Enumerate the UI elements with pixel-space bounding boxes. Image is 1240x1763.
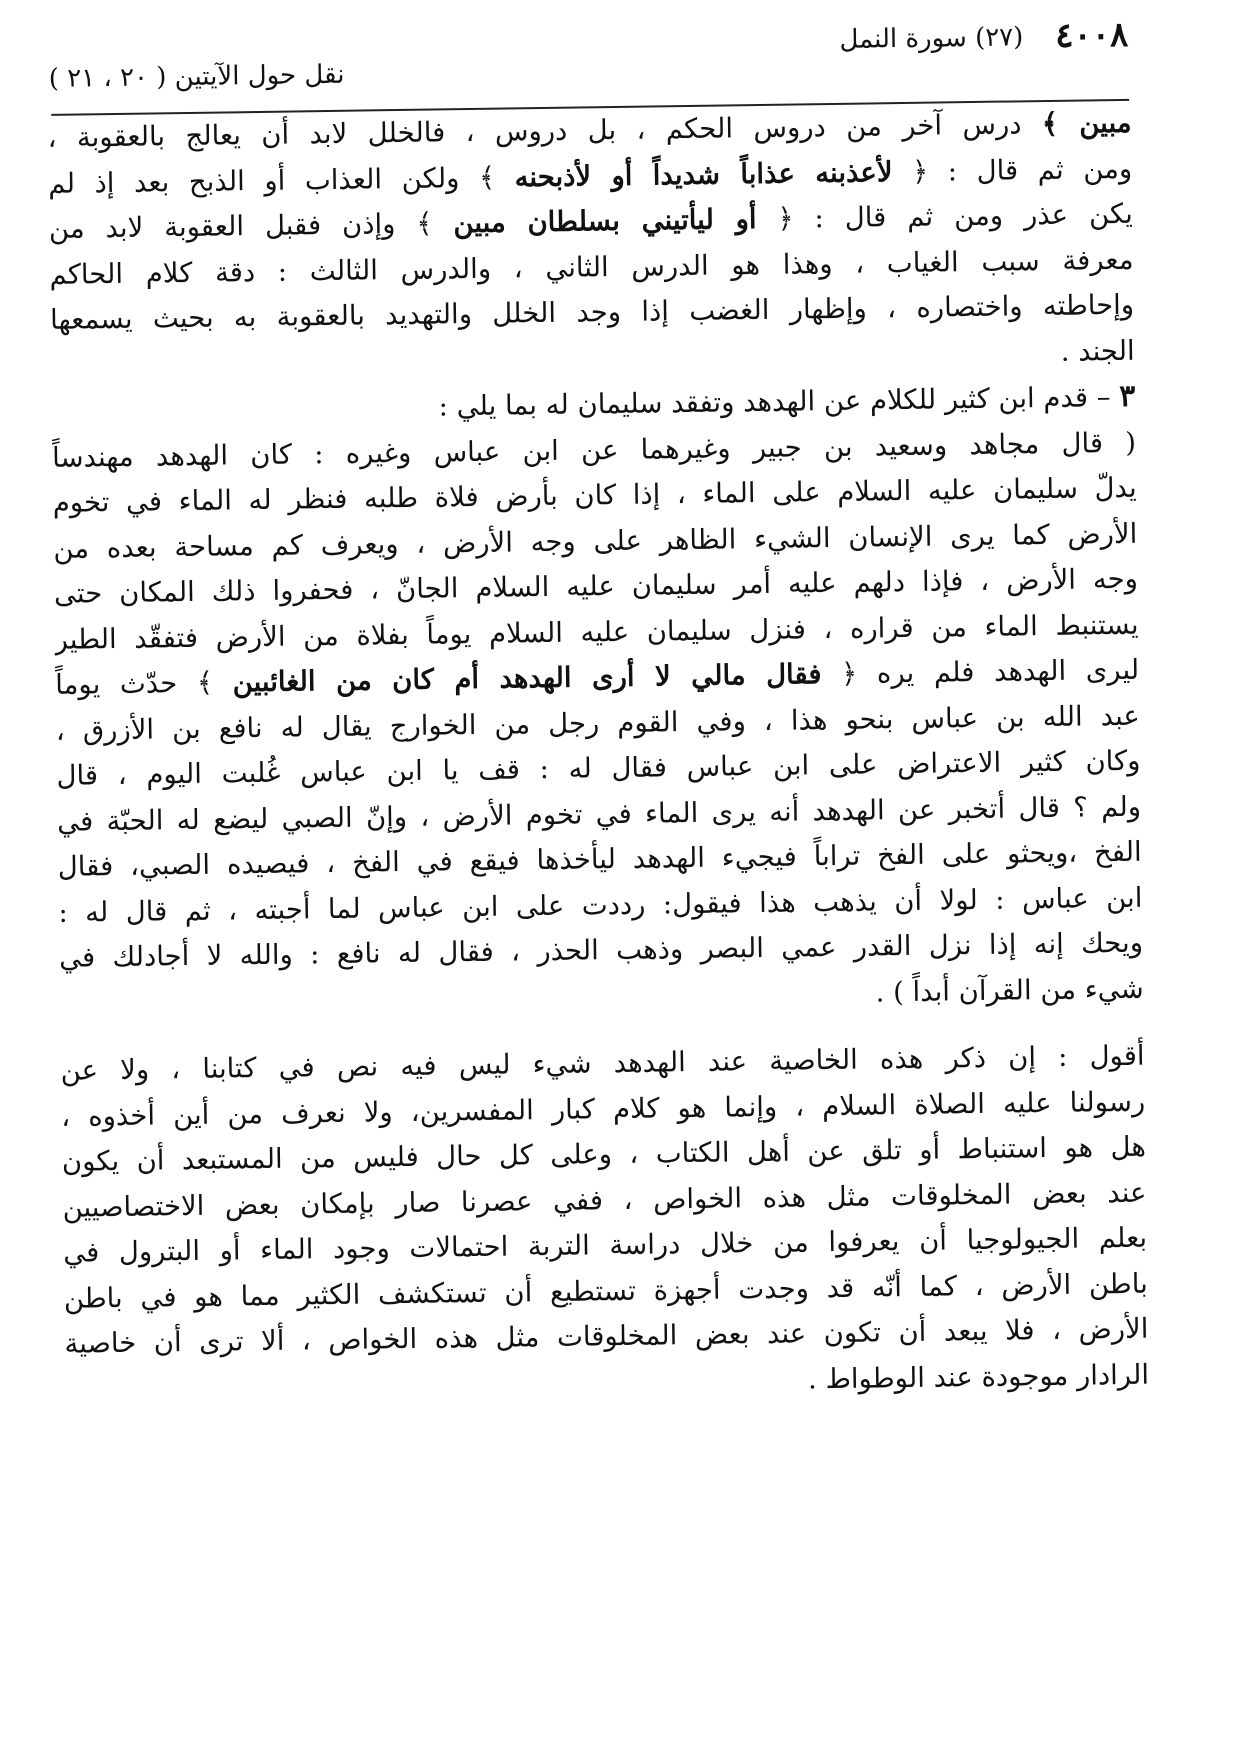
quran-fragment: مبين ﴾ xyxy=(1041,106,1132,141)
text-line: ولم ؟ قال أتخبر عن الهدهد أنه يرى الماء في تخوم الأرض ، وإنّ الصبي ليضع له الحبّة في xyxy=(56,790,1142,838)
point-number: ٣ xyxy=(1118,378,1136,414)
section-title: نقل حول الآيتين ( ٢٠ ، ٢١ ) xyxy=(48,59,345,94)
page-body xyxy=(47,101,1149,1413)
text-line: وإحاطته واختصاره ، وإظهار الغضب إذا وجد الخلل والتهديد بالعقوبة به بحيث يسمعها xyxy=(49,288,1135,336)
text-line: الرادار موجودة عند الوطواط . xyxy=(807,1358,1150,1395)
text-line: شيء من القرآن أبداً ) . xyxy=(875,972,1144,1008)
text-line: ابن عباس : لولا أن يذهب هذا فيقول: رددت على ابن عباس لما أجبته ، ثم قال له : xyxy=(58,881,1143,929)
line-text: ﴾ حدّث يوماً xyxy=(55,666,233,701)
text-line: عبد الله بن عباس بنحو هذا ، وفي القوم رجل من الخوارج يقال له نافع بن الأزرق ، xyxy=(55,699,1141,747)
text-line: وجه الأرض ، فإذا دلهم عليه أمر سليمان عليه السلام الجانّ ، فحفروا ذلك المكان حتى xyxy=(53,562,1139,610)
surah-title: (٢٧) سورة النمل xyxy=(839,22,1024,55)
text-line: الأرض ، فلا يبعد أن تكون عند بعض المخلوقات مثل هذه الخواص ، ألا ترى أن خاصية xyxy=(64,1312,1149,1360)
line-text: درس آخر من دروس الحكم ، بل دروس ، فالخلل لابد أن يعالج بالعقوبة ، xyxy=(47,108,1043,154)
author-comment xyxy=(60,1034,1149,1413)
line-text: يكن عذر ومن ثم قال : ﴿ xyxy=(756,197,1134,236)
quran-verse: أو ليأتيني بسلطان مبين xyxy=(453,203,757,240)
text-line: الجند . xyxy=(1060,334,1135,368)
text-line: ويحك إنه إذا نزل القدر عمي البصر وذهب الحذر ، فقال له نافع : والله لا أجادلك في xyxy=(58,926,1144,974)
text-line: بعلم الجيولوجيا أن يعرفوا من خلال دراسة التربة احتمالات وجود الماء أو البترول في xyxy=(62,1221,1148,1269)
line-text: ﴾ ولكن العذاب أو الذبح بعد إذ لم xyxy=(48,160,515,200)
line-text: – قدم ابن كثير للكلام عن الهدهد وتفقد سليمان له بما يلي : xyxy=(438,381,1111,423)
text-line: رسولنا عليه الصلاة السلام ، وإنما هو كلام كبار المفسرين، ولا نعرف من أين أخذوه ، xyxy=(61,1085,1146,1133)
quran-verse: فقال مالي لا أرى الهدهد أم كان من الغائبين xyxy=(232,658,822,699)
ibn-kathir-quote xyxy=(52,420,1144,1027)
paragraph-continuation xyxy=(47,101,1135,389)
text-line: معرفة سبب الغياب ، وهذا هو الدرس الثاني ، والدرس الثالث : دقة كلام الحاكم xyxy=(49,243,1134,291)
text-line: يدلّ سليمان عليه السلام على الماء ، إذا كان بأرض فلاة طلبه فنظر له الماء في تخوم xyxy=(52,471,1137,519)
page-header xyxy=(48,15,1129,100)
line-text: ﴾ وإذن فقبل العقوبة لابد من xyxy=(48,207,454,245)
text-line: أقول : إن ذكر هذه الخاصية عند الهدهد شيء ليس فيه نص في كتابنا ، ولا عن xyxy=(60,1039,1145,1087)
text-line: وكان كثير الاعتراض على ابن عباس فقال له : قف يا ابن عباس غُلبت اليوم ، قال xyxy=(56,744,1141,792)
line-text: ومن ثم قال : ﴿ xyxy=(892,152,1133,188)
text-line: ( قال مجاهد وسعيد بن جبير وغيرهما عن ابن عباس وغيره : كان الهدهد مهندساً xyxy=(51,426,1137,474)
text-line: عند بعض المخلوقات مثل هذه الخواص ، ففي عصرنا صار بإمكان بعض الاختصاصيين xyxy=(62,1176,1147,1224)
text-line: الفخ ،ويحثو على الفخ تراباً فيجيء الهدهد ليأخذها فيقع في الفخ ، فيصيده الصبي، فقال xyxy=(57,835,1142,883)
page-number: ٤٠٠٨ xyxy=(1054,14,1129,56)
text-line: هل هو استنباط أو تلق عن أهل الكتاب ، وعلى كل حال فليس من المستبعد أن يكون xyxy=(61,1130,1147,1178)
text-line: الأرض كما يرى الإنسان الشيء الظاهر على وجه الأرض ، ويعرف كم مساحة بعده من xyxy=(53,517,1138,565)
quran-verse: لأعذبنه عذاباً شديداً أو لأذبحنه xyxy=(514,155,893,193)
text-line: يستنبط الماء من قراره ، فنزل سليمان عليه السلام يوماً بفلاة من الأرض فتفقّد الطير xyxy=(54,608,1139,656)
line-text: ليرى الهدهد فلم يره ﴿ xyxy=(821,653,1140,691)
text-line: باطن الأرض ، كما أنّه قد وجدت أجهزة تستطيع أن تستكشف الكثير مما هو في باطن xyxy=(63,1267,1148,1315)
